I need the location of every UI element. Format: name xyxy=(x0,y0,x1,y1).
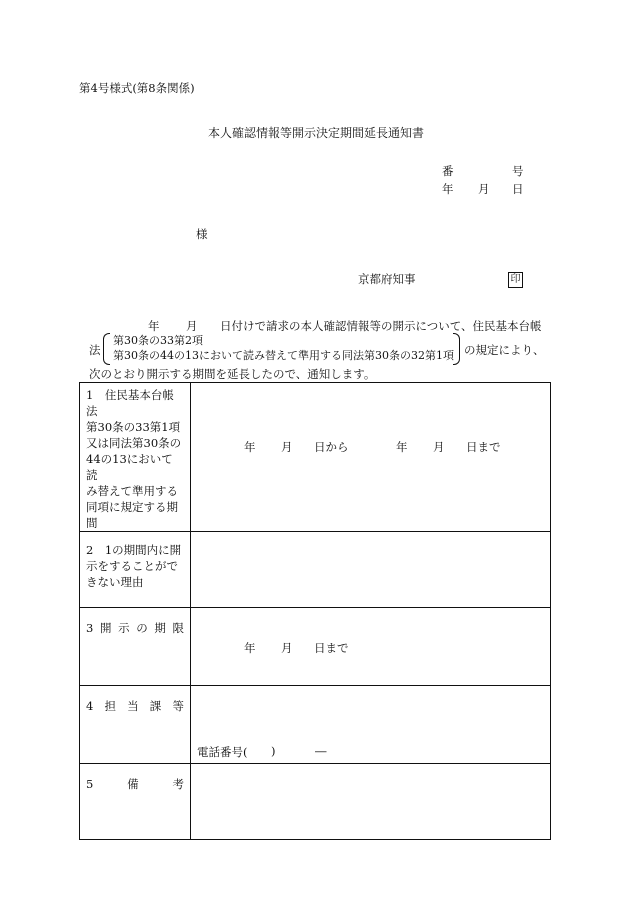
label-char: 3 xyxy=(86,621,94,635)
row-department xyxy=(80,686,551,764)
value-cell-deadline xyxy=(191,608,551,686)
label-cell-deadline xyxy=(80,608,191,686)
value-cell-remarks xyxy=(191,764,551,840)
row-reason xyxy=(80,532,551,608)
body-line2-suffix: の規定により、 xyxy=(464,343,545,357)
label-char: 担 xyxy=(104,699,116,713)
date-month-label: 月 xyxy=(478,182,490,196)
brace-option-2: 第30条の44の13において読み替えて準用する同法第30条の32第1項 xyxy=(113,349,454,362)
number-label-a: 番 xyxy=(442,164,454,178)
label-char: の xyxy=(136,621,148,635)
label-char: 開 xyxy=(99,621,112,635)
label-char: 示 xyxy=(118,621,130,635)
body-line3: 次のとおり開示する期間を延長したので、通知します。 xyxy=(89,367,376,381)
right-brace xyxy=(453,333,460,365)
reason-label xyxy=(80,532,190,590)
label-line: 間 xyxy=(86,516,98,530)
label-char: 課 xyxy=(149,699,162,713)
from-day: 日から xyxy=(314,440,349,454)
deadline-year: 年 xyxy=(244,641,256,655)
label-cell-reason xyxy=(80,532,191,608)
deadline-label xyxy=(86,620,184,636)
to-year: 年 xyxy=(396,440,408,454)
phone-close: ) xyxy=(271,744,276,758)
label-line: 1 住民基本台帳法 xyxy=(86,388,174,418)
issuer-name: 京都府知事 xyxy=(358,272,416,286)
row-remarks xyxy=(80,764,551,840)
date-day-label: 日 xyxy=(512,182,524,196)
label-cell-remarks xyxy=(80,764,191,840)
value-cell-department xyxy=(191,686,551,764)
period-label xyxy=(80,383,190,531)
label-line: 第30条の33第1項 xyxy=(86,420,181,434)
label-line: 同項に規定する期 xyxy=(86,500,178,514)
date-year-label: 年 xyxy=(442,182,454,196)
label-line: 示をすることがで xyxy=(86,559,178,573)
phone-label: 電話番号( xyxy=(197,745,248,759)
to-month: 月 xyxy=(433,440,445,454)
label-char: 考 xyxy=(172,777,184,791)
department-label xyxy=(86,698,184,714)
label-char: 期 xyxy=(154,621,166,635)
label-line: 44の13において読 xyxy=(86,452,173,482)
deadline-day: 日まで xyxy=(314,641,349,655)
remarks-label xyxy=(86,776,184,792)
label-char: 等 xyxy=(172,699,184,713)
brace-option-1: 第30条の33第2項 xyxy=(113,334,203,347)
body-year: 年 xyxy=(148,319,160,333)
form-number: 第4号様式(第8条関係) xyxy=(79,81,195,95)
number-label-b: 号 xyxy=(512,164,524,178)
label-char: 4 xyxy=(86,699,94,713)
deadline-month: 月 xyxy=(281,641,293,655)
label-char: 5 xyxy=(86,777,94,791)
body-law-prefix: 法 xyxy=(89,343,101,357)
extension-form-table xyxy=(79,382,551,840)
left-brace xyxy=(103,333,110,365)
label-line: 2 1の期間内に開 xyxy=(86,543,182,557)
label-char: 限 xyxy=(172,621,184,635)
phone-dash: ― xyxy=(315,744,327,758)
from-month: 月 xyxy=(281,440,293,454)
from-year: 年 xyxy=(244,440,256,454)
label-line: み替えて準用する xyxy=(86,484,178,498)
label-line: きない理由 xyxy=(86,575,144,589)
document-title: 本人確認情報等開示決定期間延長通知書 xyxy=(208,126,425,140)
row-deadline xyxy=(80,608,551,686)
label-cell-department xyxy=(80,686,191,764)
label-char: 当 xyxy=(127,699,139,713)
row-extension-period xyxy=(80,383,551,532)
seal-mark: 印 xyxy=(508,272,523,288)
to-day: 日まで xyxy=(466,440,501,454)
label-line: 又は同法第30条の xyxy=(86,436,182,450)
value-cell-reason xyxy=(191,532,551,608)
addressee-suffix: 様 xyxy=(196,227,208,241)
label-char: 備 xyxy=(127,777,139,791)
label-cell-period xyxy=(80,383,191,532)
value-cell-period xyxy=(191,383,551,532)
body-month: 月 xyxy=(186,319,198,333)
body-line1-text: 日付けで請求の本人確認情報等の開示について、住民基本台帳 xyxy=(220,319,542,333)
